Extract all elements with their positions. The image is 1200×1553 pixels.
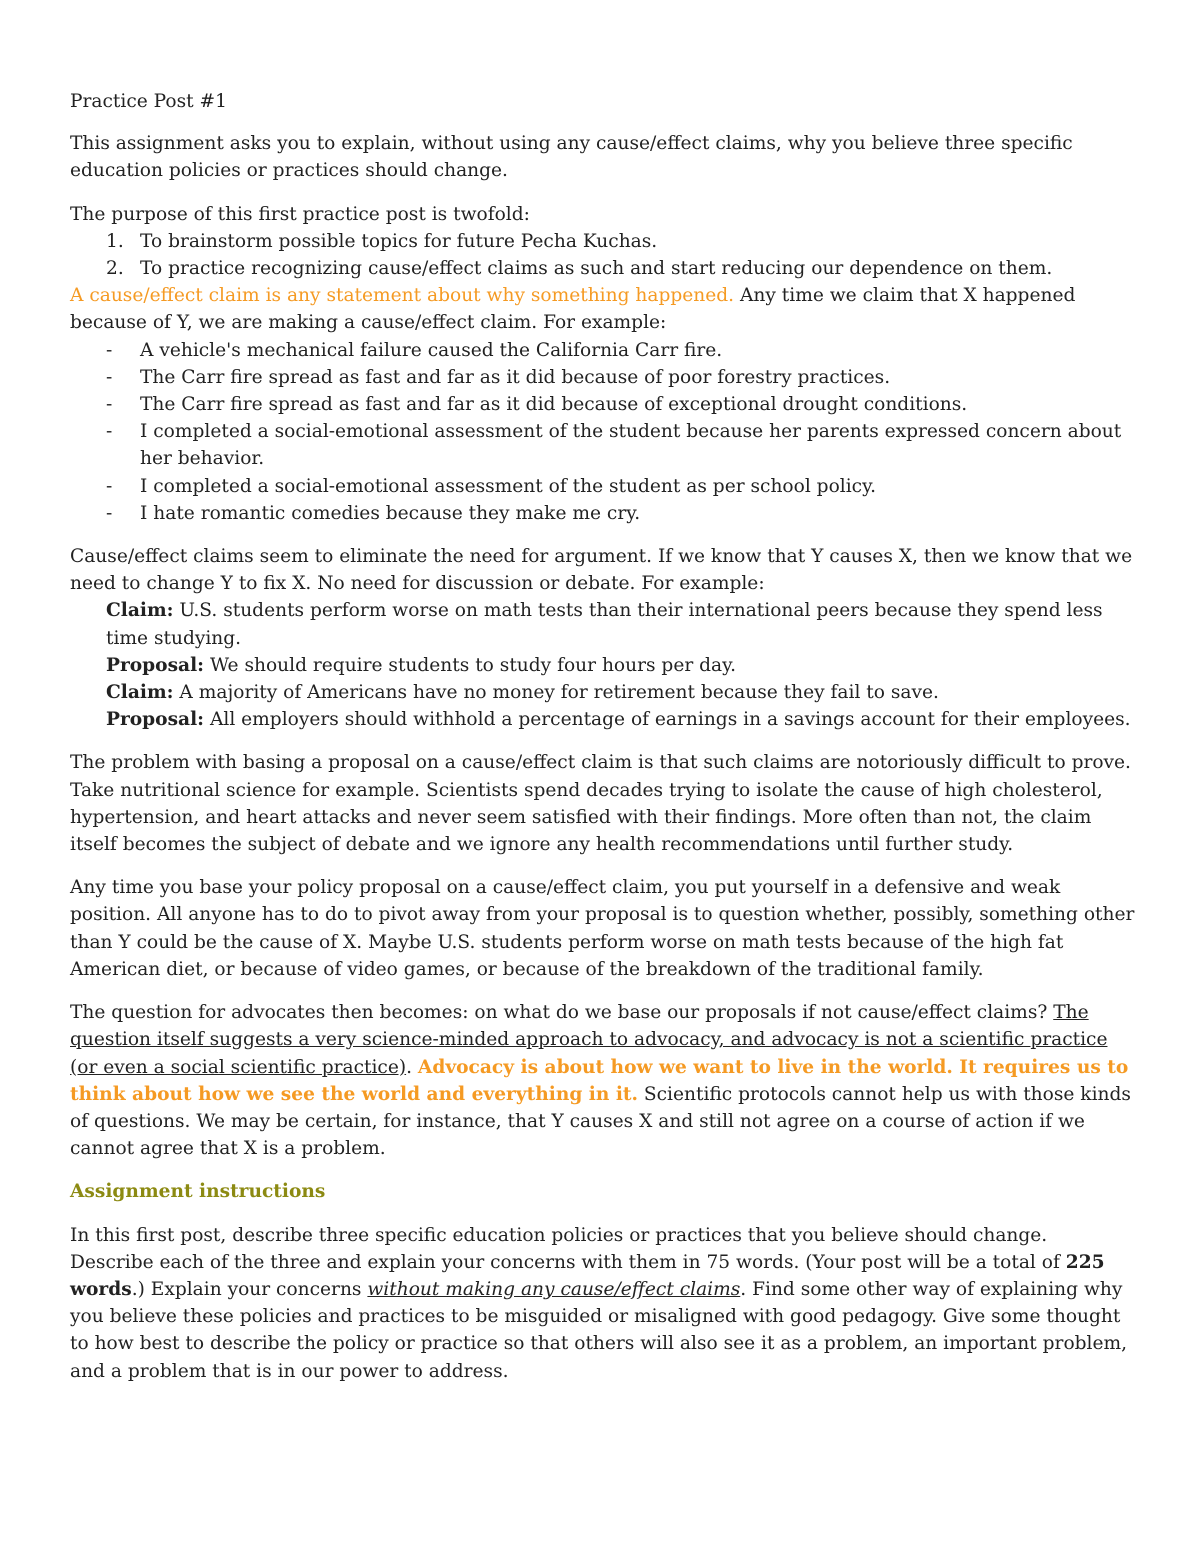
list-item xyxy=(70,418,1135,472)
claim-item xyxy=(70,597,1135,651)
list-item xyxy=(70,337,1135,364)
section-heading: Assignment instructions xyxy=(70,1181,326,1203)
proposal-item xyxy=(70,706,1135,733)
definition-highlight: A cause/effect claim is any statement about why something happened. xyxy=(70,285,735,307)
question-text: . xyxy=(406,1056,418,1078)
argument-paragraph: Cause/effect claims seem to eliminate the need for argument. If we know that Y causes X, then we know that we need to change Y to fix X. No need for discussion or debate. For example: xyxy=(70,546,1133,595)
dash-marker: - xyxy=(106,475,113,497)
proposal-text: All employers should withhold a percentage of earnings in a savings account for their employees. xyxy=(204,709,1131,731)
intro-paragraph: This assignment asks you to explain, without using any cause/effect claims, why you believe three specific education policies or practices should change. xyxy=(70,133,1073,182)
list-item xyxy=(70,364,1135,391)
claim-label: Claim: xyxy=(106,682,174,704)
list-item-text: I completed a social-emotional assessment of the student as per school policy. xyxy=(140,475,877,497)
instructions-text: In this first post, describe three specific education policies or practices that you believe should change. Describe each of the three and explain your concerns with them in 75 words. (Your post will be a total of xyxy=(70,1224,1066,1273)
list-number: 2. xyxy=(106,258,124,280)
purpose-lead: The purpose of this first practice post is twofold: xyxy=(70,203,530,225)
definition-rest: Any time we claim that X happened because of Y, we are making a cause/effect claim. For example: xyxy=(70,285,1076,334)
instructions-text: . Find some other way of explaining why you believe these policies and practices to be misguided or misaligned with good pedagogy. Give some thought to how best to describe the policy or practice so that others will also see it as a problem, an important problem, and a problem that is in our power to address. xyxy=(70,1278,1128,1382)
list-item-text: The Carr fire spread as fast and far as it did because of poor forestry practices. xyxy=(140,366,891,388)
purpose-list xyxy=(70,228,1135,282)
claim-text: A majority of Americans have no money for retirement because they fail to save. xyxy=(173,682,939,704)
list-item xyxy=(70,473,1135,500)
question-underlined: The question itself suggests a very science-minded approach to advocacy, and advocacy is not a scientific practice (or even a social scientific practice) xyxy=(70,1002,1108,1078)
question-paragraph xyxy=(70,999,1135,1162)
proposal-label: Proposal: xyxy=(106,709,205,731)
dash-marker: - xyxy=(106,394,113,416)
defensive-paragraph: Any time you base your policy proposal on a cause/effect claim, you put yourself in a defensive and weak position. All anyone has to do to pivot away from your proposal is to question whether, possibly, something other than Y could be the cause of X. Maybe U.S. students perform worse on math tests because of the high fat American diet, or because of video games, or because of the breakdown of the traditional family. xyxy=(70,877,1135,980)
claim-label: Claim: xyxy=(106,600,174,622)
instructions-paragraph xyxy=(70,1222,1135,1385)
word-count: 225 words xyxy=(70,1251,1105,1300)
dash-marker: - xyxy=(106,421,113,443)
examples-list xyxy=(70,337,1135,527)
dash-marker: - xyxy=(106,366,113,388)
list-item xyxy=(70,500,1135,527)
advocacy-highlight: Advocacy is about how we want to live in the world. It requires us to think about how we see the world and everything in it. xyxy=(70,1056,1129,1105)
claim-item xyxy=(70,679,1135,706)
dash-marker: - xyxy=(106,502,113,524)
dash-marker: - xyxy=(106,339,113,361)
list-item xyxy=(70,391,1135,418)
instructions-text: .) Explain your concerns xyxy=(131,1278,368,1300)
proposal-item xyxy=(70,652,1135,679)
list-item-text: The Carr fire spread as fast and far as it did because of exceptional drought conditions. xyxy=(140,394,968,416)
document-page xyxy=(70,88,1135,1385)
list-item xyxy=(70,255,1135,282)
instructions-emphasis: without making any cause/effect claims xyxy=(367,1278,741,1300)
list-number: 1. xyxy=(106,230,124,252)
list-item-text: I completed a social-emotional assessment of the student because her parents expressed concern about her behavior. xyxy=(140,421,1122,470)
claim-proposal-list xyxy=(70,597,1135,733)
claim-text: U.S. students perform worse on math tests than their international peers because they spend less time studying. xyxy=(106,600,1103,649)
list-item-text: To practice recognizing cause/effect claims as such and start reducing our dependence on them. xyxy=(140,258,1053,280)
question-text: Scientific protocols cannot help us with those kinds of questions. We may be certain, for instance, that Y causes X and still not agree on a course of action if we cannot agree that X is a problem. xyxy=(70,1083,1131,1160)
question-text: The question for advocates then becomes: on what do we base our proposals if not cause/effect claims? xyxy=(70,1002,1054,1024)
list-item-text: A vehicle's mechanical failure caused the California Carr fire. xyxy=(140,339,723,361)
list-item xyxy=(70,228,1135,255)
proposal-label: Proposal: xyxy=(106,654,205,676)
list-item-text: I hate romantic comedies because they make me cry. xyxy=(140,502,641,524)
proposal-text: We should require students to study four hours per day. xyxy=(204,654,737,676)
definition-paragraph xyxy=(70,282,1135,336)
problem-paragraph: The problem with basing a proposal on a cause/effect claim is that such claims are notoriously difficult to prove. Take nutritional science for example. Scientists spend decades trying to isolate the cause of high cholesterol, hypertension, and heart attacks and never seem satisfied with their findings. More often than not, the claim itself becomes the subject of debate and we ignore any health recommendations until further study. xyxy=(70,752,1131,856)
document-title: Practice Post #1 xyxy=(70,91,227,112)
list-item-text: To brainstorm possible topics for future Pecha Kuchas. xyxy=(140,230,658,252)
